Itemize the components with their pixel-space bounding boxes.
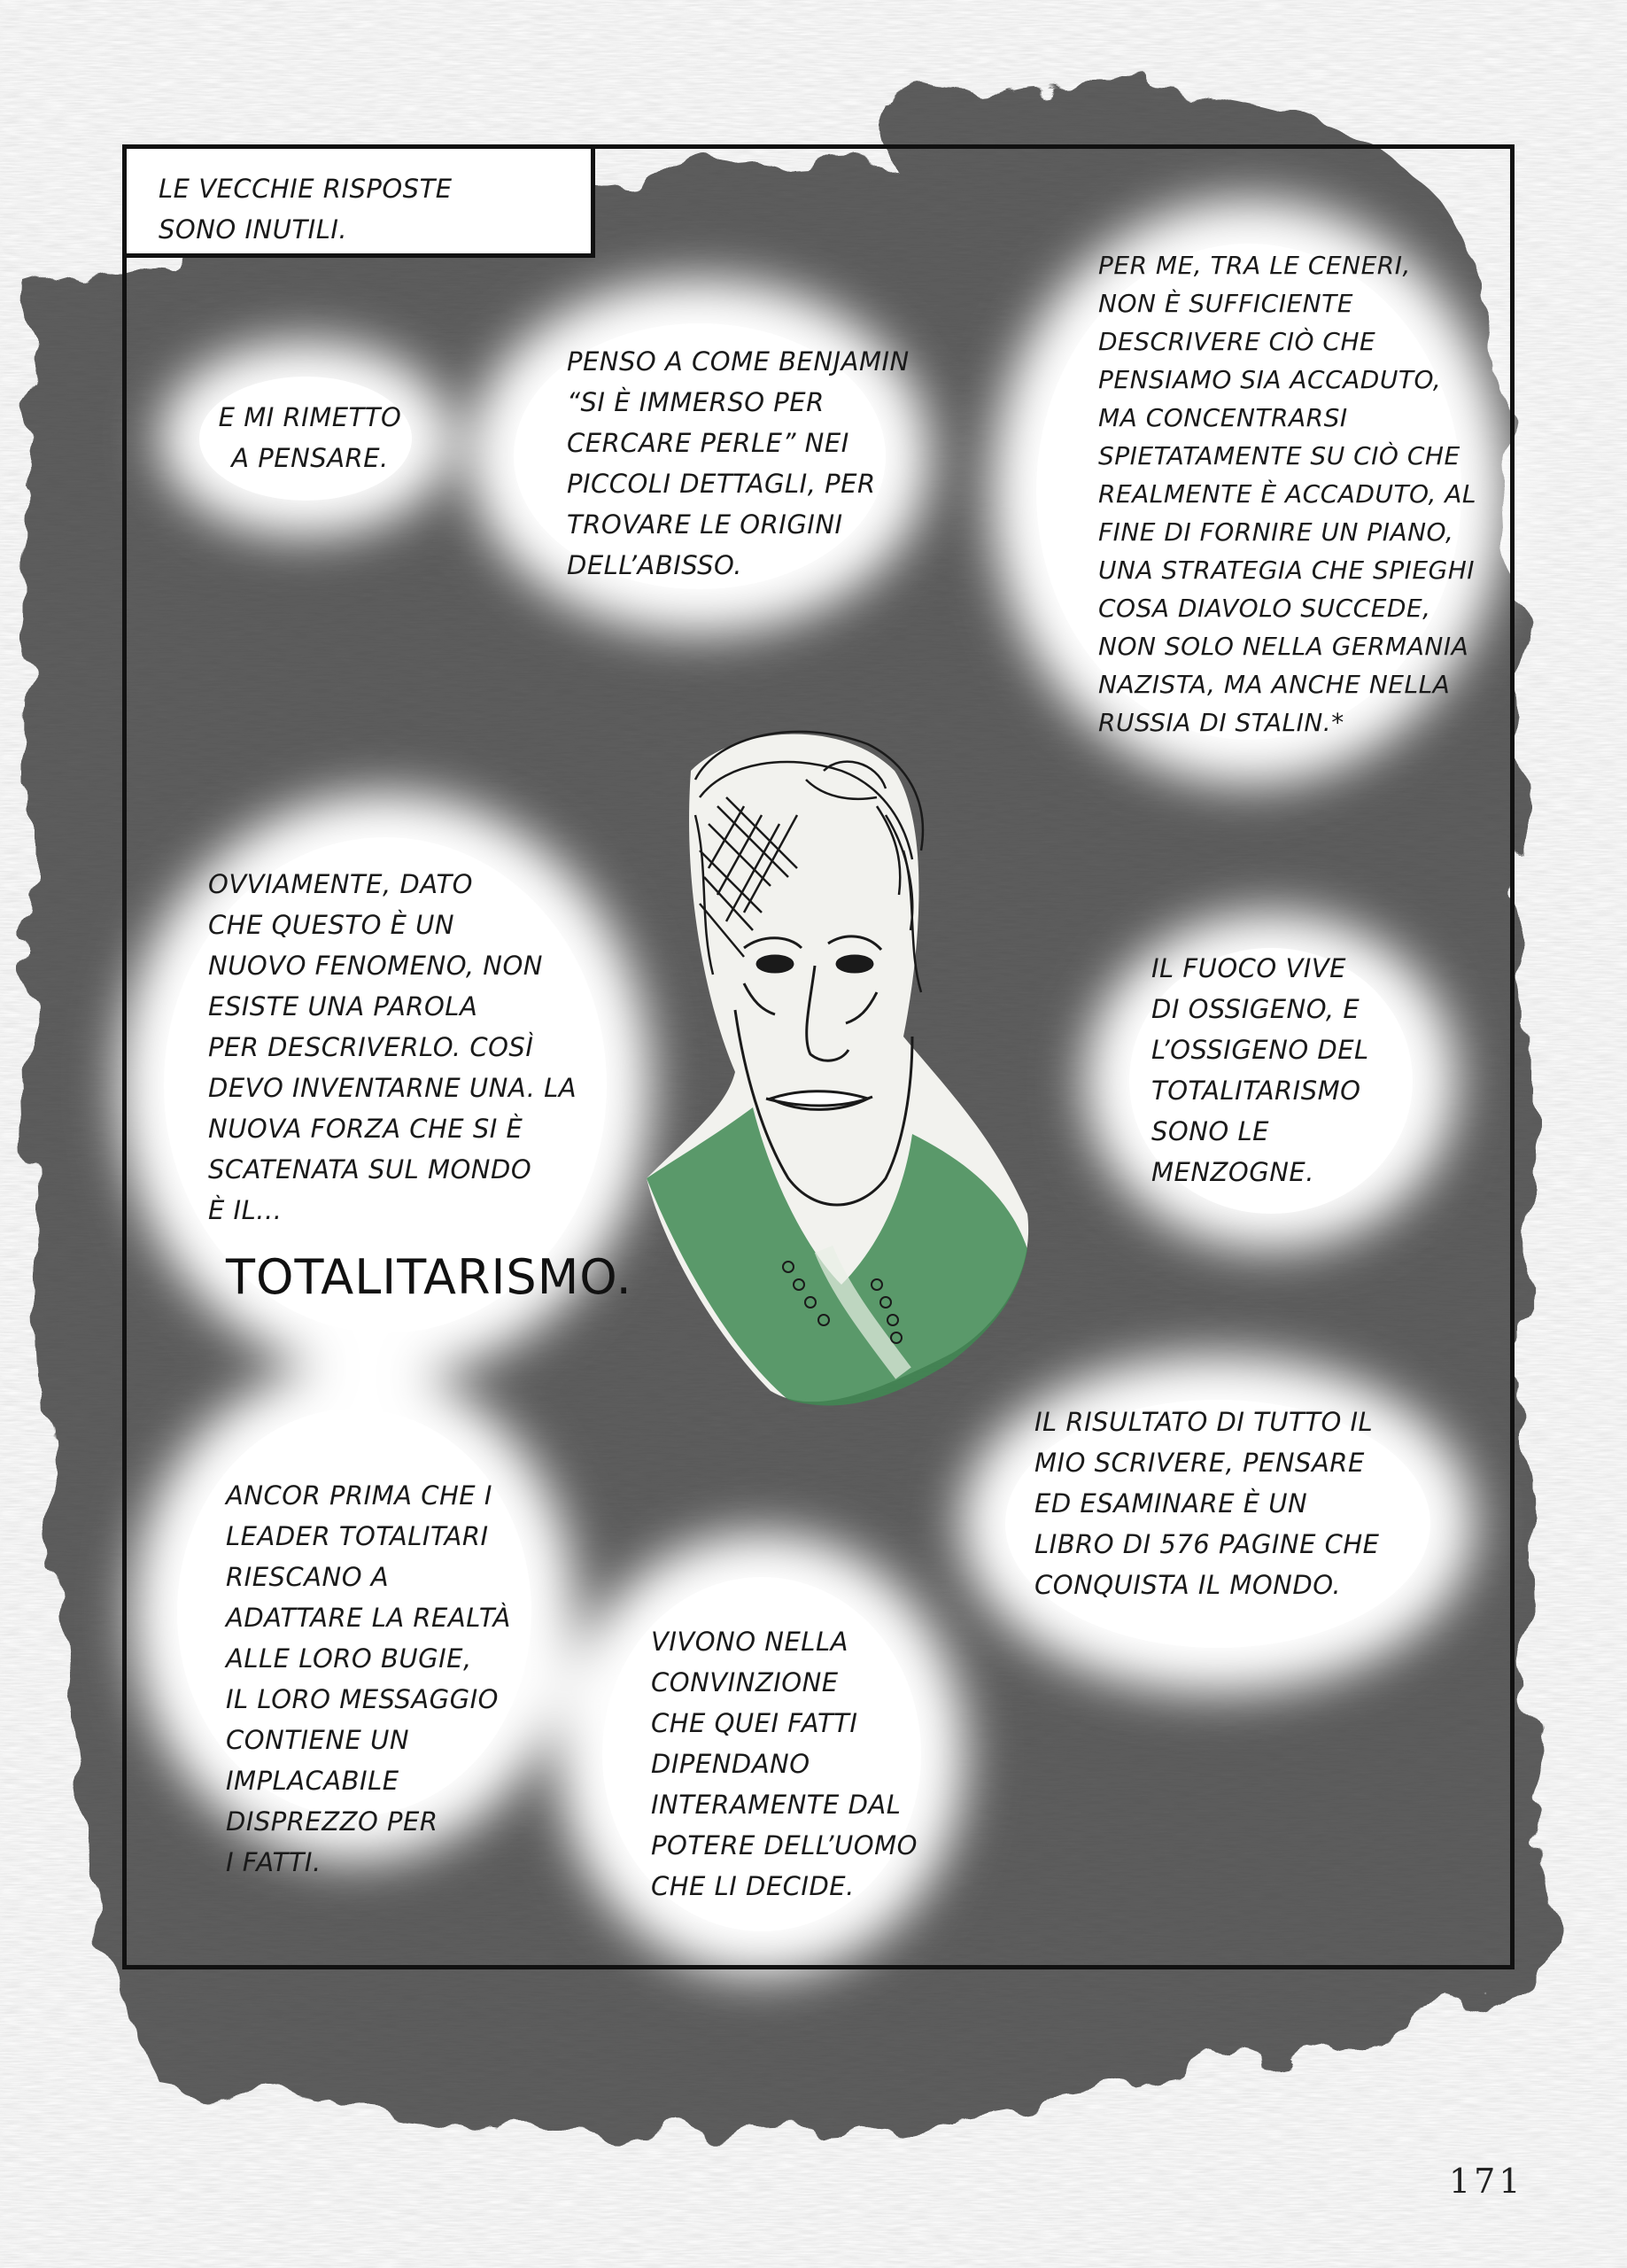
bubble-risultato: IL RISULTATO DI TUTTO IL MIO SCRIVERE, PENSARE ED ESAMINARE È UN LIBRO DI 576 PAGINE CHE CONQUISTA IL MONDO. xyxy=(1034,1407,1380,1600)
bubble-ovviamente: OVVIAMENTE, DATO CHE QUESTO È UN NUOVO FENOMENO, NON ESISTE UNA PAROLA PER DESCRIVERLO. COSÌ DEVO INVENTARNE UNA. LA NUOVA FORZA CHE SI È SCATENATA SUL MONDO È IL... xyxy=(208,869,577,1225)
bubble-vivono: VIVONO NELLA CONVINZIONE CHE QUEI FATTI DIPENDANO INTERAMENTE DAL POTERE DELL’UOMO CHE LI DECIDE. xyxy=(651,1627,918,1901)
page-number: 171 xyxy=(1449,2162,1524,2201)
caption-text: LE VECCHIE RISPOSTE SONO INUTILI. xyxy=(159,174,453,245)
caption-box xyxy=(122,144,595,258)
bubble-totalitarismo: TOTALITARISMO. xyxy=(226,1249,632,1305)
bubble-fuoco: IL FUOCO VIVE DI OSSIGENO, E L’OSSIGENO DEL TOTALITARISMO SONO LE MENZOGNE. xyxy=(1151,953,1369,1187)
bubble-rimetto: E MI RIMETTO A PENSARE. xyxy=(218,402,402,473)
bubble-leader: ANCOR PRIMA CHE I LEADER TOTALITARI RIESCANO A ADATTARE LA REALTÀ ALLE LORO BUGIE, IL LORO MESSAGGIO CONTIENE UN IMPLACABILE DISPREZZO PER I FATTI. xyxy=(226,1480,511,1877)
bubble-benjamin: PENSO A COME BENJAMIN “SI È IMMERSO PER CERCARE PERLE” NEI PICCOLI DETTAGLI, PER TROVARE LE ORIGINI DELL’ABISSO. xyxy=(567,346,910,580)
bubble-ceneri: PER ME, TRA LE CENERI, NON È SUFFICIENTE DESCRIVERE CIÒ CHE PENSIAMO SIA ACCADUTO, MA CONCENTRARSI SPIETATAMENTE SU CIÒ CHE REALMENTE È ACCADUTO, AL FINE DI FORNIRE UN PIANO, UNA STRATEGIA CHE SPIEGHI COSA DIAVOLO SUCCEDE, NON SOLO NELLA GERMANIA NAZISTA, MA ANCHE NELLA RUSSIA DI STALIN.* xyxy=(1098,251,1477,737)
